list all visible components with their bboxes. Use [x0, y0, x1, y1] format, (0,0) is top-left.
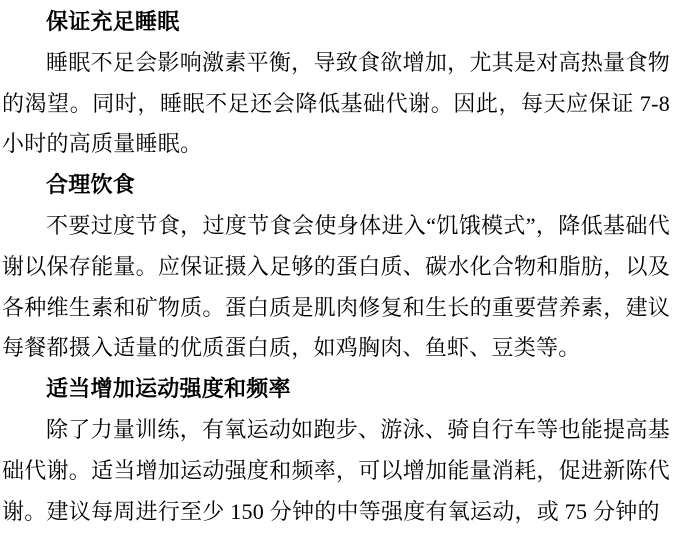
section-heading: 保证充足睡眠	[46, 9, 180, 34]
section-heading: 合理饮食	[46, 172, 136, 198]
section-sleep	[2, 2, 670, 165]
section-paragraph: 睡眠不足会影响激素平衡，导致食欲增加，尤其是对高热量食物的渴望。同时，睡眠不足还会降低基础代谢。因此，每天应保证 7-8 小时的高质量睡眠。	[2, 49, 670, 157]
section-exercise	[2, 369, 670, 532]
section-paragraph: 除了力量训练，有氧运动如跑步、游泳、骑自行车等也能提高基础代谢。适当增加运动强度和频率，可以增加能量消耗，促进新陈代谢。建议每周进行至少 150 分钟的中等强度有氧运动，或 75 分钟的	[2, 416, 670, 524]
section-paragraph: 不要过度节食，过度节食会使身体进入“饥饿模式”，降低基础代谢以保存能量。应保证摄入足够的蛋白质、碳水化合物和脂肪，以及各种维生素和矿物质。蛋白质是肌肉修复和生长的重要营养素，建议每餐都摄入适量的优质蛋白质，如鸡胸肉、鱼虾、豆类等。	[2, 212, 670, 361]
section-heading: 适当增加运动强度和频率	[46, 376, 291, 402]
section-diet	[2, 165, 670, 369]
